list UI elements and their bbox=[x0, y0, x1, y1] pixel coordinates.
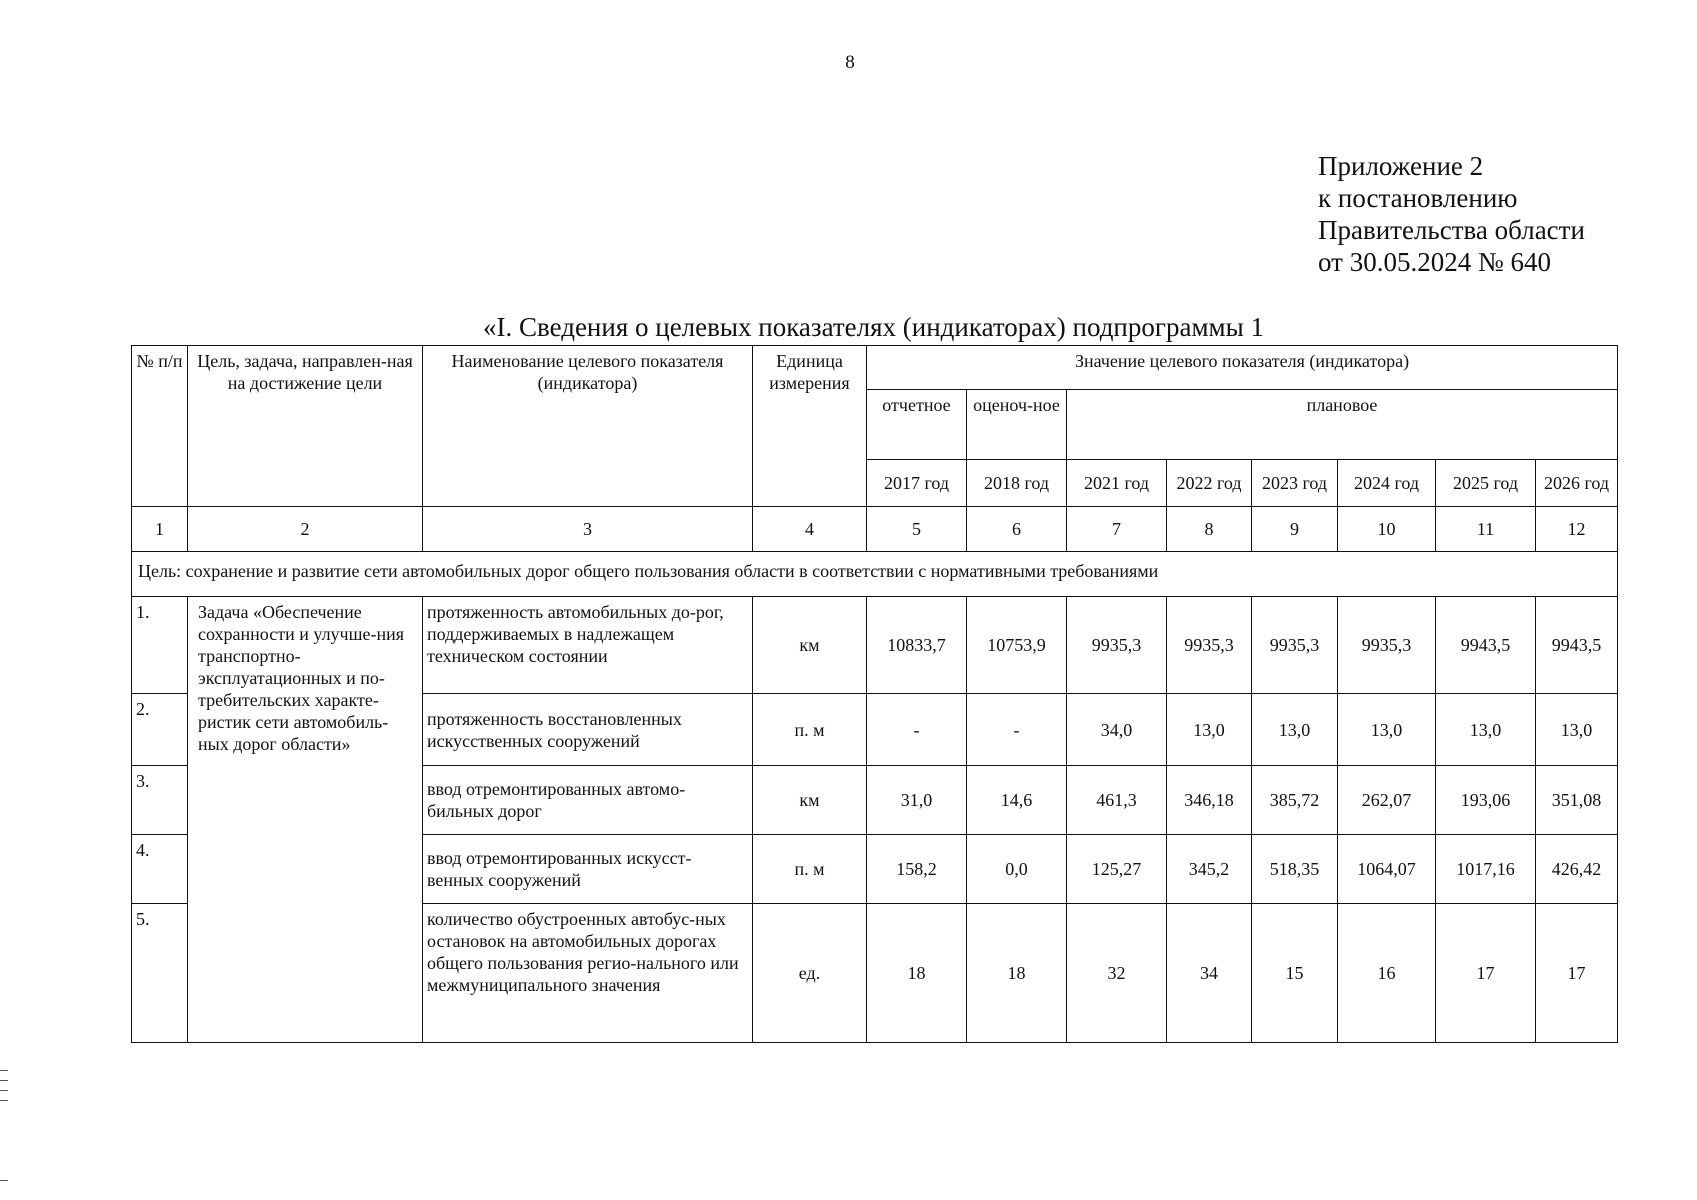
row-indicator-name: протяженность восстановленных искусственных сооружений bbox=[423, 694, 753, 766]
row-value: 262,07 bbox=[1338, 766, 1436, 835]
row-value: 34 bbox=[1167, 904, 1252, 1043]
row-value: 1017,16 bbox=[1436, 835, 1536, 904]
appendix-block bbox=[1318, 150, 1585, 278]
row-value: 351,08 bbox=[1536, 766, 1618, 835]
row-value: - bbox=[967, 694, 1067, 766]
scan-mark bbox=[0, 1090, 8, 1091]
header-goal: Цель, задача, направлен-ная на достижение цели bbox=[188, 346, 423, 507]
row-value: 16 bbox=[1338, 904, 1436, 1043]
row-value: 10753,9 bbox=[967, 597, 1067, 694]
page-number: 8 bbox=[845, 52, 855, 73]
row-value: 9935,3 bbox=[1167, 597, 1252, 694]
row-value: 9935,3 bbox=[1067, 597, 1167, 694]
row-num: 5. bbox=[132, 904, 188, 1043]
header-indicator-name: Наименование целевого показателя (индикатора) bbox=[423, 346, 753, 507]
row-unit: ед. bbox=[753, 904, 867, 1043]
table-row bbox=[132, 597, 1618, 694]
row-value: 34,0 bbox=[1067, 694, 1167, 766]
column-number: 2 bbox=[188, 507, 423, 552]
row-value: 18 bbox=[967, 904, 1067, 1043]
row-value: - bbox=[867, 694, 967, 766]
column-number: 1 bbox=[132, 507, 188, 552]
row-value: 345,2 bbox=[1167, 835, 1252, 904]
row-value: 17 bbox=[1536, 904, 1618, 1043]
row-value: 426,42 bbox=[1536, 835, 1618, 904]
row-value: 13,0 bbox=[1536, 694, 1618, 766]
column-number: 12 bbox=[1536, 507, 1618, 552]
header-year: 2024 год bbox=[1338, 460, 1436, 507]
header-year: 2017 год bbox=[867, 460, 967, 507]
row-num: 4. bbox=[132, 835, 188, 904]
row-value: 193,06 bbox=[1436, 766, 1536, 835]
column-number: 11 bbox=[1436, 507, 1536, 552]
row-value: 518,35 bbox=[1252, 835, 1338, 904]
column-number: 7 bbox=[1067, 507, 1167, 552]
column-number: 4 bbox=[753, 507, 867, 552]
column-number: 10 bbox=[1338, 507, 1436, 552]
row-value: 10833,7 bbox=[867, 597, 967, 694]
scan-mark bbox=[0, 1080, 8, 1081]
row-value: 0,0 bbox=[967, 835, 1067, 904]
row-value: 13,0 bbox=[1436, 694, 1536, 766]
row-value: 13,0 bbox=[1338, 694, 1436, 766]
row-num: 1. bbox=[132, 597, 188, 694]
row-unit: п. м bbox=[753, 835, 867, 904]
row-indicator-name: количество обустроенных автобус-ных остановок на автомобильных дорогах общего пользования регио-нального или межмуниципального значения bbox=[423, 904, 753, 1043]
header-year: 2021 год bbox=[1067, 460, 1167, 507]
column-number: 6 bbox=[967, 507, 1067, 552]
row-value: 346,18 bbox=[1167, 766, 1252, 835]
row-value: 385,72 bbox=[1252, 766, 1338, 835]
indicators-table bbox=[131, 345, 1618, 1043]
column-number: 8 bbox=[1167, 507, 1252, 552]
header-num: № п/п bbox=[132, 346, 188, 507]
appendix-line: от 30.05.2024 № 640 bbox=[1318, 247, 1551, 277]
row-value: 9935,3 bbox=[1252, 597, 1338, 694]
header-year: 2025 год bbox=[1436, 460, 1536, 507]
row-indicator-name: ввод отремонтированных искусст-венных сооружений bbox=[423, 835, 753, 904]
row-num: 3. bbox=[132, 766, 188, 835]
row-value: 14,6 bbox=[967, 766, 1067, 835]
row-num: 2. bbox=[132, 694, 188, 766]
task-cell: Задача «Обеспечение сохранности и улучше-ния транспортно-эксплуатационных и по-требительских характе-ристик сети автомобиль-ных дорог области» bbox=[188, 597, 423, 1043]
row-unit: км bbox=[753, 766, 867, 835]
row-unit: км bbox=[753, 597, 867, 694]
header-year: 2026 год bbox=[1536, 460, 1618, 507]
row-value: 1064,07 bbox=[1338, 835, 1436, 904]
row-value: 9943,5 bbox=[1536, 597, 1618, 694]
row-value: 32 bbox=[1067, 904, 1167, 1043]
header-value: Значение целевого показателя (индикатора) bbox=[867, 346, 1618, 390]
row-value: 31,0 bbox=[867, 766, 967, 835]
appendix-line: к постановлению bbox=[1318, 183, 1518, 213]
header-year: 2023 год bbox=[1252, 460, 1338, 507]
table-title: «I. Сведения о целевых показателях (индикаторах) подпрограммы 1 bbox=[482, 312, 1265, 342]
row-value: 13,0 bbox=[1252, 694, 1338, 766]
row-value: 125,27 bbox=[1067, 835, 1167, 904]
column-number: 9 bbox=[1252, 507, 1338, 552]
row-value: 17 bbox=[1436, 904, 1536, 1043]
column-number: 3 bbox=[423, 507, 753, 552]
row-value: 9935,3 bbox=[1338, 597, 1436, 694]
header-planned: плановое bbox=[1067, 390, 1618, 460]
header-unit: Единица измерения bbox=[753, 346, 867, 507]
scan-mark bbox=[0, 1100, 8, 1101]
scan-mark bbox=[0, 1070, 8, 1071]
row-value: 18 bbox=[867, 904, 967, 1043]
row-value: 13,0 bbox=[1167, 694, 1252, 766]
row-value: 15 bbox=[1252, 904, 1338, 1043]
column-number: 5 bbox=[867, 507, 967, 552]
row-value: 9943,5 bbox=[1436, 597, 1536, 694]
header-year: 2022 год bbox=[1167, 460, 1252, 507]
header-year: 2018 год bbox=[967, 460, 1067, 507]
header-estimated: оценоч-ное bbox=[967, 390, 1067, 460]
scan-mark bbox=[0, 1180, 8, 1181]
row-indicator-name: протяженность автомобильных до-рог, поддерживаемых в надлежащем техническом состоянии bbox=[423, 597, 753, 694]
appendix-line: Правительства области bbox=[1318, 215, 1585, 245]
goal-row: Цель: сохранение и развитие сети автомобильных дорог общего пользования области в соответствии с нормативными требованиями bbox=[132, 552, 1618, 597]
row-value: 158,2 bbox=[867, 835, 967, 904]
row-value: 461,3 bbox=[1067, 766, 1167, 835]
appendix-line: Приложение 2 bbox=[1318, 151, 1484, 181]
header-reported: отчетное bbox=[867, 390, 967, 460]
row-unit: п. м bbox=[753, 694, 867, 766]
row-indicator-name: ввод отремонтированных автомо-бильных дорог bbox=[423, 766, 753, 835]
